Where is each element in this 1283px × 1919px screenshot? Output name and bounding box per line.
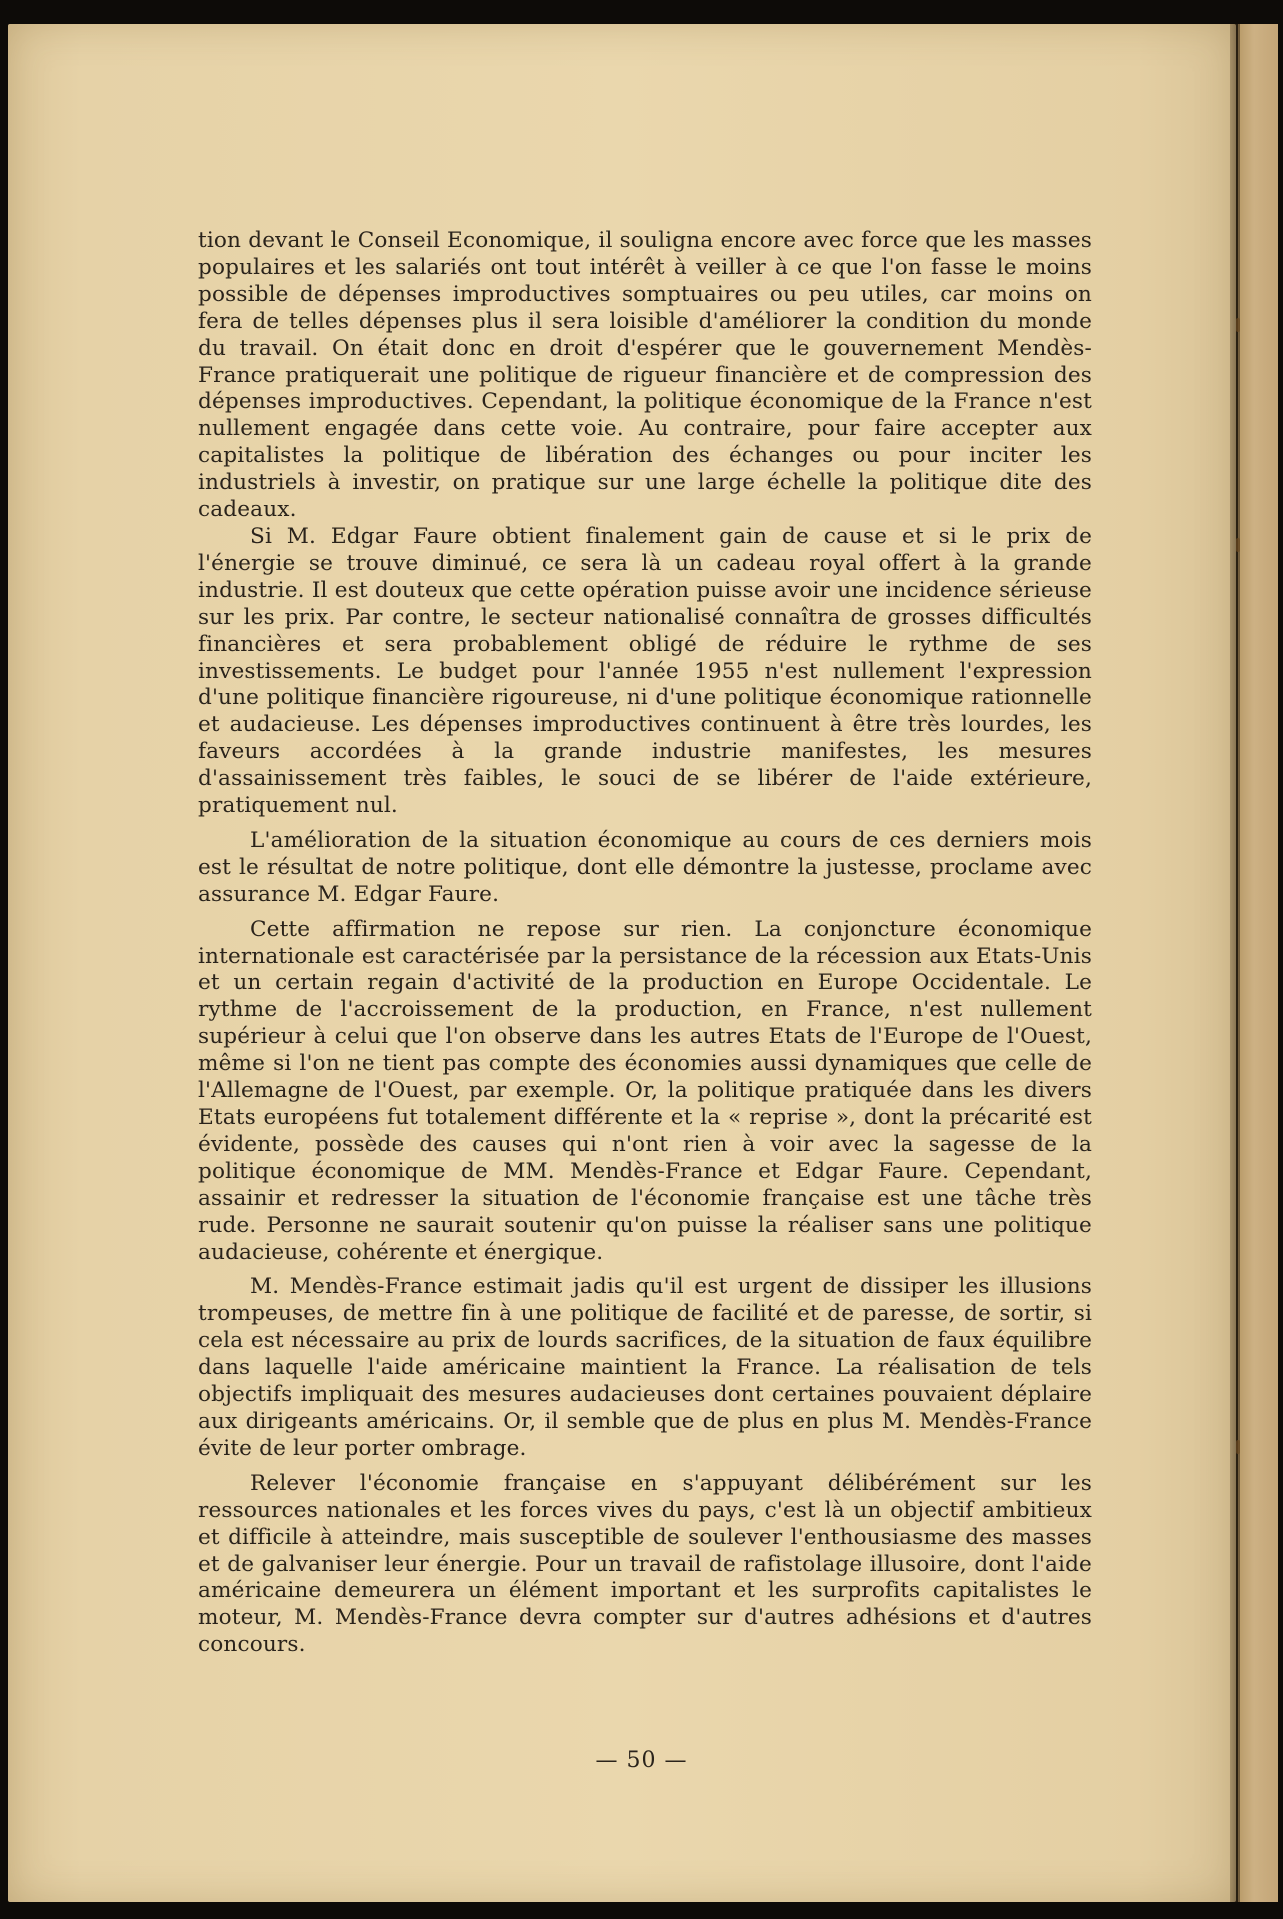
- page-fold-shadow: [1230, 24, 1240, 1902]
- body-text: [198, 228, 1092, 1659]
- page-number: — 50 —: [595, 1748, 688, 1773]
- paragraph-mendes-france: M. Mendès-France estimait jadis qu'il est urgent de dissiper les illusions trompeuses, de mettre fin à une politique de facilité et de paresse, de sortir, si cela est nécessaire au prix de lourds sacrifices, de la situation de faux équilibre dans laquelle l'aide américaine maintient la France. La réalisation de tels objectifs impliquait des mesures audacieuses dont certaines pouvaient déplaire aux dirigeants américains. Or, il semble que de plus en plus M. Mendès-France évite de leur porter ombrage.: [198, 1274, 1092, 1461]
- margin-mark: [1236, 1440, 1240, 1454]
- paragraph-amelioration: L'amélioration de la situation économique au cours de ces derniers mois est le résultat de notre politique, dont elle démontre la justesse, proclame avec assurance M. Edgar Faure.: [198, 827, 1092, 907]
- margin-mark: [1236, 538, 1240, 552]
- paragraph-edgar-faure-energy: Si M. Edgar Faure obtient finalement gain de cause et si le prix de l'énergie se trouve diminué, ce sera là un cadeau royal offert à la grande industrie. Il est douteux que cette opération puisse avoir une incidence sérieuse sur les prix. Par contre, le secteur nationalisé connaîtra de grosses difficultés financières et sera probablement obligé de réduire le rythme de ses investissements. Le budget pour l'année 1955 n'est nullement l'expression d'une politique financière rigoureuse, ni d'une politique économique rationnelle et audacieuse. Les dépenses improductives continuent à être très lourdes, les faveurs accordées à la grande industrie manifestes, les mesures d'assainissement très faibles, le souci de se libérer de l'aide extérieure, pratiquement nul.: [198, 523, 1092, 819]
- paragraph-relever-economie: Relever l'économie française en s'appuyant délibérément sur les ressources nationales et les forces vives du pays, c'est là un objectif ambitieux et difficile à atteindre, mais susceptible de soulever l'enthousiasme des masses et de galvaniser leur énergie. Pour un travail de rafistolage illusoire, dont l'aide américaine demeurera un élément important et les surprofits capitalistes le moteur, M. Mendès-France devra compter sur d'autres adhésions et d'autres concours.: [198, 1470, 1092, 1658]
- paragraph-affirmation: Cette affirmation ne repose sur rien. La conjoncture économique internationale est caractérisée par la persistance de la récession aux Etats-Unis et un certain regain d'activité de la production en Europe Occidentale. Le rythme de l'accroissement de la production, en France, n'est nullement supérieur à celui que l'on observe dans les autres Etats de l'Europe de l'Ouest, même si l'on ne tient pas compte des économies aussi dynamiques que celle de l'Allemagne de l'Ouest, par exemple. Or, la politique pratiquée dans les divers Etats européens fut totalement différente et la « reprise », dont la précarité est évidente, possède des causes qui n'ont rien à voir avec la sagesse de la politique économique de MM. Mendès-France et Edgar Faure. Cependant, assainir et redresser la situation de l'économie française est une tâche très rude. Personne ne saurait soutenir qu'on puisse la réaliser sans une politique audacieuse, cohérente et énergique.: [198, 916, 1092, 1265]
- margin-mark: [1236, 318, 1240, 332]
- next-page-edge: [1238, 24, 1278, 1902]
- paragraph-continuation: tion devant le Conseil Economique, il souligna encore avec force que les masses populaires et les salariés ont tout intérêt à veiller à ce que l'on fasse le moins possible de dépenses improductives somptuaires ou peu utiles, car moins on fera de telles dépenses plus il sera loisible d'améliorer la condition du monde du travail. On était donc en droit d'espérer que le gouvernement Mendès-France pratiquerait une politique de rigueur financière et de compression des dépenses improductives. Cependant, la politique économique de la France n'est nullement engagée dans cette voie. Au contraire, pour faire accepter aux capitalistes la politique de libération des échanges ou pour inciter les industriels à investir, on pratique sur une large échelle la politique dite des cadeaux.: [198, 228, 1092, 523]
